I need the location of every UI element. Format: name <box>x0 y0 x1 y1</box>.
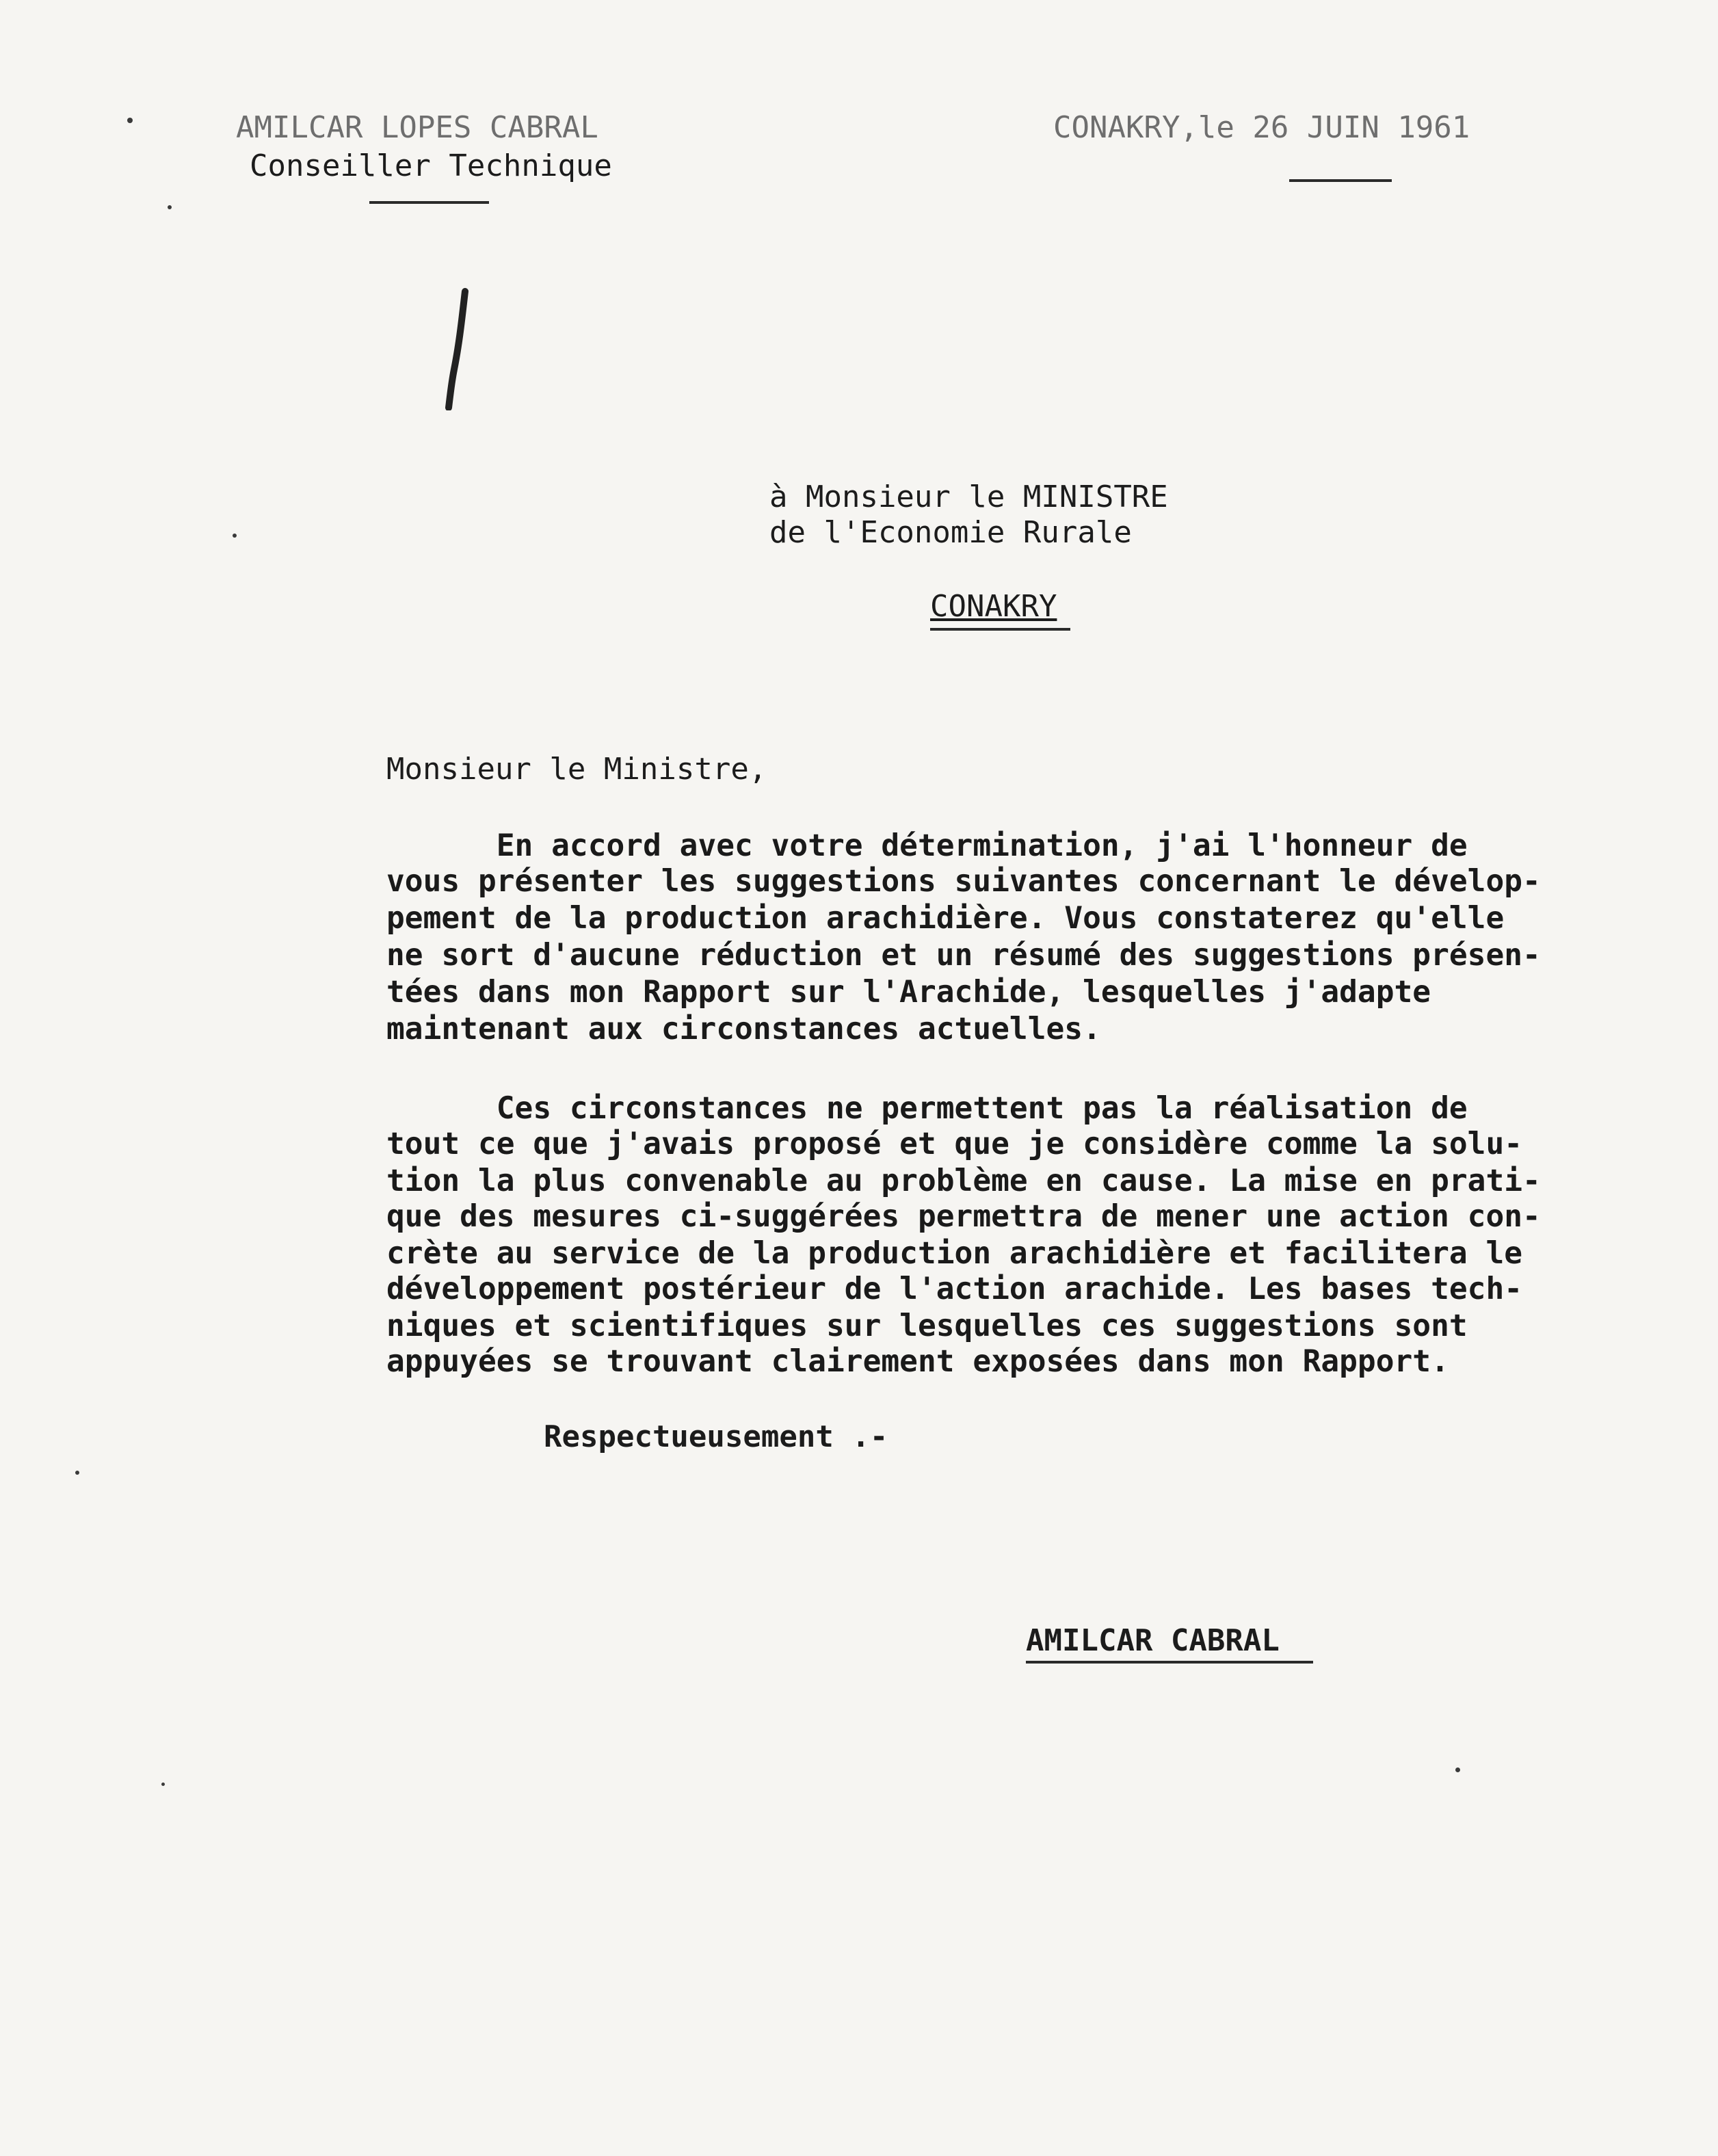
paragraph-1-line: En accord avec votre détermination, j'ai l'honneur de <box>386 828 1468 863</box>
paragraph-1-line: maintenant aux circonstances actuelles. <box>386 1012 1101 1047</box>
paragraph-2-line: que des mesures ci-suggérées permettra de mener une action con- <box>386 1199 1541 1234</box>
signature-underline <box>1026 1661 1313 1664</box>
date-underline <box>1289 179 1392 182</box>
paragraph-1-line: pement de la production arachidière. Vous constaterez qu'elle <box>386 901 1505 936</box>
recipient-line1: à Monsieur le MINISTRE <box>769 479 1168 514</box>
salutation: Monsieur le Ministre, <box>386 752 767 787</box>
paragraph-2-line: niques et scientifiques sur lesquelles ces suggestions sont <box>386 1309 1468 1343</box>
paragraph-1-line: ne sort d'aucune réduction et un résumé des suggestions présen- <box>386 938 1541 973</box>
recipient-city: CONAKRY <box>930 589 1057 624</box>
recipient-line2: de l'Economie Rurale <box>769 515 1132 550</box>
scan-speck <box>168 205 172 209</box>
date-line: CONAKRY,le 26 JUIN 1961 <box>1053 110 1470 145</box>
scan-speck <box>127 118 133 123</box>
closing: Respectueusement .- <box>544 1419 888 1454</box>
paragraph-1-line: vous présenter les suggestions suivantes concernant le dévelop- <box>386 864 1541 899</box>
sender-title: Conseiller Technique <box>250 148 612 183</box>
sender-underline <box>369 201 489 204</box>
paragraph-2-line: tion la plus convenable au problème en cause. La mise en prati- <box>386 1164 1541 1198</box>
scan-speck <box>1455 1767 1460 1772</box>
paragraph-2-line: Ces circonstances ne permettent pas la réalisation de <box>386 1091 1468 1126</box>
scan-speck <box>233 534 237 538</box>
paragraph-2-line: tout ce que j'avais proposé et que je considère comme la solu- <box>386 1127 1523 1161</box>
paragraph-1-line: tées dans mon Rapport sur l'Arachide, lesquelles j'adapte <box>386 975 1431 1010</box>
paragraph-2-line: appuyées se trouvant clairement exposées dans mon Rapport. <box>386 1344 1449 1379</box>
paragraph-2-line: développement postérieur de l'action arachide. Les bases tech- <box>386 1272 1523 1306</box>
scan-speck <box>161 1783 165 1786</box>
paragraph-2-line: crète au service de la production arachidière et facilitera le <box>386 1236 1523 1271</box>
scan-speck <box>75 1471 79 1475</box>
sender-name: AMILCAR LOPES CABRAL <box>236 110 598 145</box>
pen-stroke-mark <box>445 287 472 410</box>
signature-name: AMILCAR CABRAL <box>1026 1623 1280 1658</box>
recipient-city-underline <box>930 628 1070 631</box>
